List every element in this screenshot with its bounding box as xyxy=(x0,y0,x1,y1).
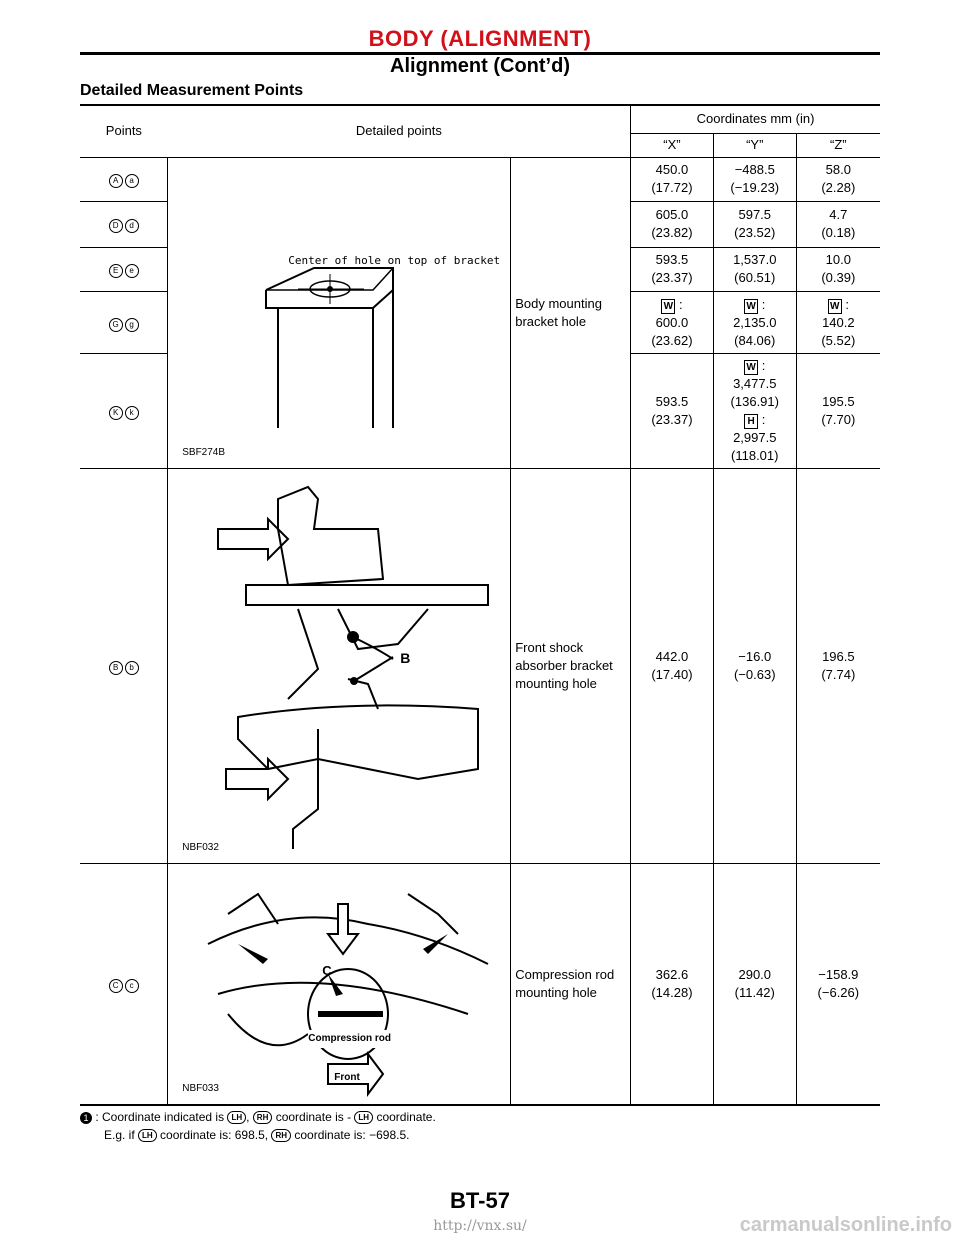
detail-description: Front shock absorber bracket mounting hole xyxy=(511,468,631,863)
lh-badge: LH xyxy=(354,1111,373,1124)
y-value: −488.5 (−19.23) xyxy=(713,157,796,201)
compression-rod-figure xyxy=(168,864,510,1104)
bracket-illustration xyxy=(168,158,510,468)
lh-badge: LH xyxy=(227,1111,246,1124)
x-value: 605.0 (23.82) xyxy=(631,201,714,247)
x-value: 450.0 (17.72) xyxy=(631,157,714,201)
figure-caption: Center of hole on top of bracket xyxy=(288,253,501,267)
front-label: Front xyxy=(334,1071,360,1083)
figure-cell xyxy=(168,468,511,863)
header-coordinates: Coordinates mm (in) xyxy=(631,105,880,133)
z-value: 195.5 (7.70) xyxy=(796,354,880,468)
point-label: A a xyxy=(80,157,168,201)
shock-bracket-figure xyxy=(168,469,510,863)
h-icon: H xyxy=(744,414,758,429)
bracket-figure xyxy=(168,158,510,468)
z-value: 58.0 (2.28) xyxy=(796,157,880,201)
header-points: Points xyxy=(80,105,168,157)
point-label: C c xyxy=(80,863,168,1105)
x-value: 362.6 (14.28) xyxy=(631,863,714,1105)
header-z: “Z” xyxy=(796,133,880,157)
z-value: −158.9 (−6.26) xyxy=(796,863,880,1105)
figure-label: NBF032 xyxy=(182,841,219,853)
rh-badge: RH xyxy=(271,1129,291,1142)
callout-b: B xyxy=(400,649,411,666)
rh-badge: RH xyxy=(253,1111,273,1124)
x-value: 593.5 (23.37) xyxy=(631,354,714,468)
z-value: 196.5 (7.74) xyxy=(796,468,880,863)
lh-badge: LH xyxy=(138,1129,157,1142)
detail-description: Body mounting bracket hole xyxy=(511,157,631,468)
page-number: BT-57 xyxy=(450,1188,510,1213)
header-detailed-points: Detailed points xyxy=(168,105,631,157)
x-value: 442.0 (17.40) xyxy=(631,468,714,863)
z-value: 10.0 (0.39) xyxy=(796,247,880,291)
point-label: G g xyxy=(80,291,168,353)
w-icon: W xyxy=(828,299,842,314)
y-value: W : 2,135.0 (84.06) xyxy=(713,291,796,353)
table-row xyxy=(80,863,880,1105)
y-value: 597.5 (23.52) xyxy=(713,201,796,247)
z-value: W : 140.2 (5.52) xyxy=(796,291,880,353)
footnote-number: 1 xyxy=(80,1112,92,1124)
w-icon: W xyxy=(661,299,675,314)
y-value: −16.0 (−0.63) xyxy=(713,468,796,863)
header-y: “Y” xyxy=(713,133,796,157)
callout-c: C xyxy=(322,962,332,978)
header-x: “X” xyxy=(631,133,714,157)
y-value: 1,537.0 (60.51) xyxy=(713,247,796,291)
page-title: Alignment (Cont’d) xyxy=(390,55,570,77)
measurement-table xyxy=(80,104,880,1106)
detail-description: Compression rod mounting hole xyxy=(511,863,631,1105)
w-icon: W xyxy=(744,360,758,375)
y-value: W : 3,477.5 (136.91) H : 2,997.5 (118.01) xyxy=(713,354,796,468)
compression-rod-label: Compression rod xyxy=(308,1030,391,1048)
point-label: K k xyxy=(80,354,168,468)
figure-cell xyxy=(168,157,511,468)
compression-rod-illustration xyxy=(168,864,510,1104)
x-value: 593.5 (23.37) xyxy=(631,247,714,291)
point-label: D d xyxy=(80,201,168,247)
figure-label: SBF274B xyxy=(182,446,226,458)
footnote: 1 : Coordinate indicated is LH , RH coordinate is - LH coordinate. E.g. if LH coordinate is: 698.5, RH coordinate is: −698.5. xyxy=(80,1108,436,1144)
watermark: carmanualsonline.info xyxy=(739,1214,952,1236)
w-icon: W xyxy=(744,299,758,314)
figure-label: NBF033 xyxy=(182,1082,219,1094)
shock-bracket-illustration xyxy=(168,469,510,863)
point-label: B b xyxy=(80,468,168,863)
x-value: W : 600.0 (23.62) xyxy=(631,291,714,353)
source-url[interactable]: http://vnx.su/ xyxy=(433,1218,527,1234)
section-header: BODY (ALIGNMENT) xyxy=(368,26,592,51)
point-label: E e xyxy=(80,247,168,291)
figure-cell xyxy=(168,863,511,1105)
y-value: 290.0 (11.42) xyxy=(713,863,796,1105)
table-row xyxy=(80,468,880,863)
section-heading: Detailed Measurement Points xyxy=(80,82,304,99)
z-value: 4.7 (0.18) xyxy=(796,201,880,247)
table-row xyxy=(80,157,880,201)
